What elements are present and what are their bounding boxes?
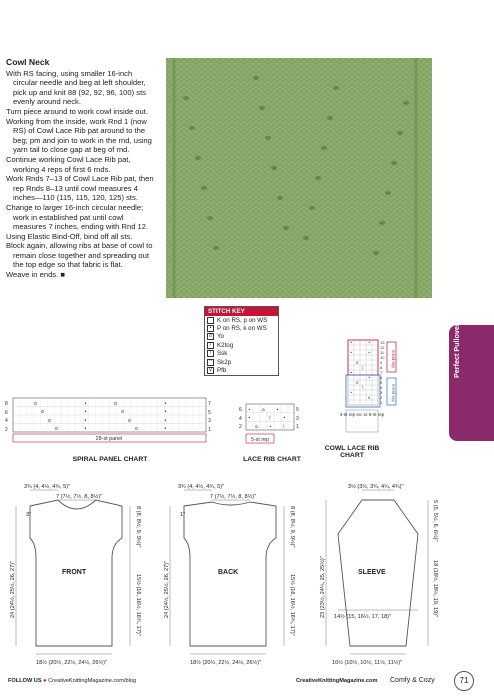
row-number: 13 bbox=[380, 340, 385, 345]
svg-text:•: • bbox=[84, 419, 87, 424]
svg-text:•: • bbox=[164, 410, 167, 415]
piece-label: BACK bbox=[218, 569, 239, 576]
svg-text:•: • bbox=[368, 340, 371, 345]
key-label: Ssk bbox=[217, 350, 228, 358]
total-length: 24 (24½, 25½, 26, 27)" bbox=[10, 560, 16, 618]
key-label: Sk2p bbox=[217, 358, 232, 366]
svg-text:•: • bbox=[276, 408, 279, 413]
paragraph: Work Rnds 7–13 of Cowl Lace Rib pat, then rep Rnds 8–13 until cowl measures 4 inches—110 (115, 115, 120, 125) sts. bbox=[6, 174, 154, 203]
svg-text:/: / bbox=[269, 416, 271, 421]
shoulder-width: 3¾ (4, 4½, 4¾, 5)" bbox=[24, 484, 71, 490]
cuff-width: 10½ (10½, 10½, 11½, 11½)" bbox=[332, 660, 403, 666]
svg-text:•: • bbox=[368, 375, 371, 380]
svg-text:o: o bbox=[128, 419, 131, 424]
neck-width: 7 (7½, 7½, 8, 8½)" bbox=[56, 494, 103, 500]
total-length: 24 (24½, 25½, 26, 27)" bbox=[164, 560, 170, 618]
key-label: K on RS, p on WS bbox=[217, 316, 268, 324]
key-label: Pfb bbox=[217, 367, 227, 375]
row-number: 8 bbox=[380, 365, 383, 370]
row-label: 1 bbox=[296, 424, 299, 430]
svg-text:o: o bbox=[41, 410, 44, 415]
armhole-depth: 8 (8, 8½, 9, 9½)" bbox=[289, 506, 295, 548]
body-length: 15½ (16, 16½, 16¾, 17)" bbox=[289, 574, 295, 636]
row-label: 1 bbox=[208, 427, 211, 433]
svg-text:•: • bbox=[283, 416, 286, 421]
section-name: Comfy & Cozy bbox=[390, 677, 435, 684]
body-width: 18½ (20½, 22½, 24½, 26½)" bbox=[36, 660, 108, 666]
svg-text:o: o bbox=[34, 402, 37, 407]
row-label: 7 bbox=[208, 401, 211, 407]
svg-text:•: • bbox=[350, 350, 353, 355]
svg-text:/: / bbox=[362, 365, 364, 370]
knit-symbol bbox=[207, 317, 214, 324]
key-row bbox=[205, 350, 278, 358]
rep-label-bottom: 6-rnd rep bbox=[391, 384, 396, 402]
rep-width-label: 5-st rep bbox=[250, 437, 270, 443]
key-row bbox=[205, 324, 278, 332]
neck-depth: 3" bbox=[26, 512, 32, 518]
svg-text:•: • bbox=[164, 427, 167, 432]
paragraph: Change to larger 16-inch circular needle; work in established pat until cowl measures 7 inches, ending with Rnd 12. bbox=[6, 202, 149, 232]
row-label: 6 bbox=[5, 410, 8, 416]
total-sleeve-length: 23 (23½, 24¼, 25, 25½)" bbox=[320, 556, 326, 618]
svg-text:•: • bbox=[350, 370, 353, 375]
svg-text:o: o bbox=[48, 419, 51, 424]
knit-swatch-photo bbox=[166, 58, 432, 298]
k2tog-symbol: / bbox=[207, 342, 214, 349]
key-label: K2tog bbox=[217, 341, 234, 349]
paragraph: Using Elastic Bind-Off, bind off all sts. bbox=[6, 231, 133, 241]
row-label: 3 bbox=[296, 416, 299, 422]
piece-label: FRONT bbox=[62, 569, 87, 576]
svg-text:o: o bbox=[356, 380, 359, 385]
pfb-symbol: v bbox=[207, 367, 214, 374]
front-schematic bbox=[6, 478, 156, 666]
row-label: 5 bbox=[296, 407, 299, 413]
svg-text:•: • bbox=[368, 350, 371, 355]
key-label: Yo bbox=[217, 333, 224, 341]
row-number: 11 bbox=[380, 350, 385, 355]
neck-width: 7 (7½, 7½, 8, 8½)" bbox=[210, 494, 257, 500]
row-label: 2 bbox=[5, 427, 8, 433]
svg-text:o: o bbox=[114, 402, 117, 407]
key-row bbox=[205, 341, 278, 349]
paragraph: Continue working Cowl Lace Rib pat, working 4 reps of first 6 rnds. bbox=[6, 154, 131, 174]
svg-text:\: \ bbox=[283, 425, 285, 430]
body-length: 15½ (16, 16½, 16¾, 17)" bbox=[135, 574, 141, 636]
armhole-depth: 8 (8, 8½, 9, 9½)" bbox=[135, 506, 141, 548]
lace-rib-chart-title: LACE RIB CHART bbox=[243, 456, 301, 463]
svg-text:•: • bbox=[269, 425, 272, 430]
svg-text:o: o bbox=[356, 360, 359, 365]
knit-texture bbox=[166, 58, 432, 298]
svg-text:•: • bbox=[248, 416, 251, 421]
row-number: 12 bbox=[380, 345, 385, 350]
row-label: 3 bbox=[208, 418, 211, 424]
svg-text:o: o bbox=[262, 408, 265, 413]
spiral-chart-title: SPIRAL PANEL CHART bbox=[72, 456, 148, 463]
row-number: 2 bbox=[380, 395, 383, 400]
row-number: 9 bbox=[380, 360, 383, 365]
svg-text:•: • bbox=[350, 340, 353, 345]
row-label: 4 bbox=[5, 418, 8, 424]
row-number: 5 bbox=[380, 380, 383, 385]
purl-symbol: • bbox=[207, 325, 214, 332]
row-label: 5 bbox=[208, 410, 211, 416]
page-footer bbox=[0, 670, 494, 700]
row-label: 8 bbox=[5, 401, 8, 407]
section-heading: Cowl Neck bbox=[6, 57, 50, 67]
svg-text:o: o bbox=[255, 425, 258, 430]
stitch-key-title: STITCH KEY bbox=[205, 307, 278, 316]
paragraph: Turn piece around to work cowl inside out. bbox=[6, 106, 148, 116]
key-row bbox=[205, 358, 278, 366]
section-tab-label: Perfect Pullovers bbox=[452, 319, 461, 378]
upper-arm-width: 14½ (15, 16½, 17, 18)" bbox=[334, 614, 392, 620]
svg-text:o: o bbox=[55, 427, 58, 432]
paragraph: Weave in ends. ■ bbox=[6, 270, 65, 280]
yo-symbol: o bbox=[207, 333, 214, 340]
rep-note: 4-st rep inc to 5-st rep bbox=[340, 412, 385, 417]
svg-text:•: • bbox=[164, 402, 167, 407]
follow-prefix: FOLLOW US bbox=[8, 678, 42, 684]
svg-text:o: o bbox=[135, 427, 138, 432]
sk2p-symbol: ^ bbox=[207, 359, 214, 366]
row-number: 7 bbox=[380, 370, 383, 375]
row-number: 1 bbox=[380, 400, 383, 405]
svg-text:•: • bbox=[350, 390, 353, 395]
row-label: 6 bbox=[239, 407, 242, 413]
svg-text:v: v bbox=[368, 395, 371, 400]
page-number: 71 bbox=[454, 671, 474, 691]
pattern-text bbox=[6, 58, 158, 280]
svg-text:o: o bbox=[121, 410, 124, 415]
blog-link[interactable]: CreativeKnittingMagazine.com/blog bbox=[48, 678, 137, 684]
key-row bbox=[205, 366, 278, 374]
lace-rib-chart bbox=[238, 402, 302, 448]
paragraph: Working from the inside, work Rnd 1 (now RS) of Cowl Lace Rib pat around to the beg; pm and join to work in the rnd, using yarn tail to close gap at beg of rnd. bbox=[6, 116, 152, 155]
rep-label-top: 6-rnd rep bbox=[391, 350, 396, 368]
spiral-panel-chart bbox=[4, 396, 216, 448]
svg-text:•: • bbox=[164, 419, 167, 424]
sleeve-length: 18 (18½, 18½, 19, 19)" bbox=[432, 560, 438, 618]
piece-label: SLEEVE bbox=[358, 569, 386, 576]
panel-width-label: 28-st panel bbox=[95, 436, 123, 442]
cap-top-width: 3½ (3½, 3¾, 4¼, 4¾)" bbox=[348, 484, 404, 490]
stitch-key bbox=[204, 306, 279, 376]
shoulder-width: 3¾ (4, 4½, 4¾, 5)" bbox=[178, 484, 225, 490]
svg-text:•: • bbox=[84, 402, 87, 407]
svg-text:•: • bbox=[84, 427, 87, 432]
sleeve-schematic bbox=[318, 478, 446, 666]
row-label: 4 bbox=[239, 416, 242, 422]
follow-us bbox=[8, 678, 136, 684]
paragraph: With RS facing, using smaller 16-inch circular needle and beg at left shoulder, pick up and knit 88 (92, 92, 96, 100) sts evenly around neck. bbox=[6, 68, 146, 107]
back-schematic bbox=[160, 478, 310, 666]
svg-text:•: • bbox=[248, 408, 251, 413]
key-row bbox=[205, 333, 278, 341]
body-width: 18½ (20½, 22½, 24½, 26½)" bbox=[190, 660, 262, 666]
ssk-symbol: \ bbox=[207, 350, 214, 357]
key-row bbox=[205, 316, 278, 324]
row-number: 6 bbox=[380, 375, 383, 380]
row-number: 4 bbox=[380, 385, 383, 390]
bullet-icon: ● bbox=[43, 678, 47, 684]
row-label: 2 bbox=[239, 424, 242, 430]
row-number: 10 bbox=[380, 355, 385, 360]
key-label: P on RS, k on WS bbox=[217, 325, 267, 333]
cowl-chart-title: COWL LACE RIB CHART bbox=[324, 445, 380, 459]
paragraph: Block again, allowing ribs at base of cowl to remain close together and spreading out the top edge so that fabric is flat. bbox=[6, 241, 153, 270]
cap-depth: 5 (5, 5½, 6, 6½)" bbox=[432, 500, 438, 542]
svg-text:•: • bbox=[84, 410, 87, 415]
row-number: 3 bbox=[380, 390, 383, 395]
svg-text:\: \ bbox=[362, 385, 364, 390]
site-url[interactable]: CreativeKnittingMagazine.com bbox=[296, 678, 378, 684]
neck-depth: 1" bbox=[180, 512, 186, 518]
